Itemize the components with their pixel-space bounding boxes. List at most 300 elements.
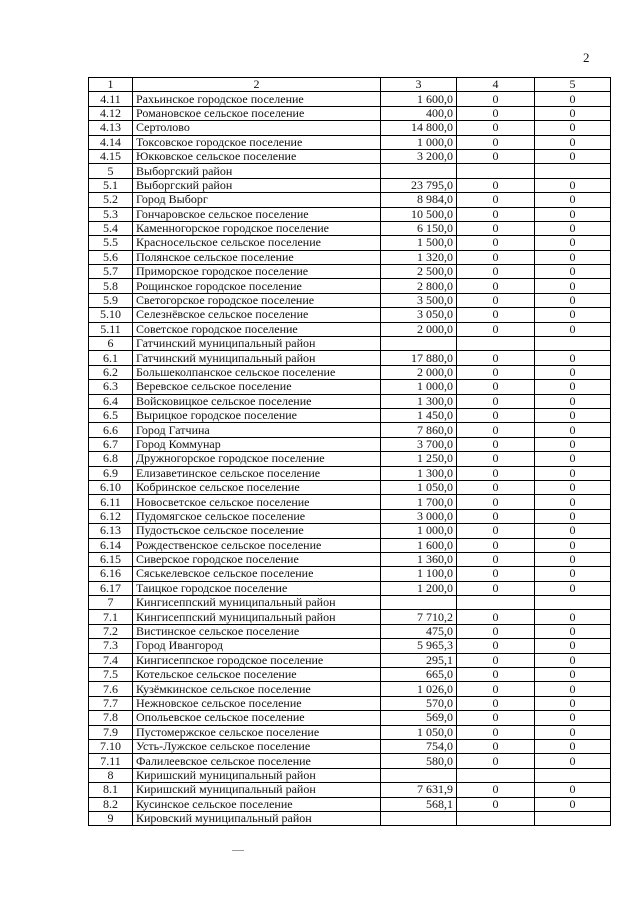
column-5-cell: 0 [535,581,611,595]
name-cell: Полянское сельское поселение [133,250,381,264]
row-number-cell: 5.9 [89,293,133,307]
amount-cell: 665,0 [381,668,457,682]
amount-cell: 1 600,0 [381,92,457,106]
column-5-cell: 0 [535,452,611,466]
row-number-cell: 7.8 [89,711,133,725]
column-5-cell: 0 [535,567,611,581]
amount-cell: 1 100,0 [381,567,457,581]
row-number-cell: 6.2 [89,365,133,379]
table-row [89,351,611,365]
column-4-cell: 0 [457,308,535,322]
table-row [89,322,611,336]
table-row [89,279,611,293]
column-5-cell: 0 [535,552,611,566]
column-5-cell: 0 [535,308,611,322]
name-cell: Каменногорское городское поселение [133,221,381,235]
column-4-cell: 0 [457,394,535,408]
name-cell: Светогорское городское поселение [133,293,381,307]
table-header-row [89,78,611,92]
column-5-cell: 0 [535,639,611,653]
name-cell: Рождественское сельское поселение [133,538,381,552]
amount-cell: 3 050,0 [381,308,457,322]
row-number-cell: 9 [89,811,133,825]
row-number-cell: 6.7 [89,437,133,451]
column-4-cell: 0 [457,408,535,422]
name-cell: Кусинское сельское поселение [133,797,381,811]
name-cell: Кингисеппский муниципальный район [133,596,381,610]
name-cell: Сяськелевское сельское поселение [133,567,381,581]
column-4-cell: 0 [457,149,535,163]
amount-cell: 3 700,0 [381,437,457,451]
row-number-cell: 6.6 [89,423,133,437]
column-5-cell: 0 [535,495,611,509]
amount-cell: 570,0 [381,696,457,710]
table-row [89,624,611,638]
column-4-cell: 0 [457,121,535,135]
amount-cell: 1 050,0 [381,480,457,494]
table-row [89,768,611,782]
name-cell: Кузёмкинское сельское поселение [133,682,381,696]
amount-cell: 3 500,0 [381,293,457,307]
row-number-cell: 6.1 [89,351,133,365]
column-5-cell: 0 [535,610,611,624]
name-cell: Нежновское сельское поселение [133,696,381,710]
table-row [89,711,611,725]
amount-cell: 2 800,0 [381,279,457,293]
table-row [89,164,611,178]
amount-cell: 14 800,0 [381,121,457,135]
table-row [89,581,611,595]
name-cell: Вистинское сельское поселение [133,624,381,638]
amount-cell: 1 250,0 [381,452,457,466]
amount-cell [381,596,457,610]
amount-cell: 7 860,0 [381,423,457,437]
row-number-cell: 5.1 [89,178,133,192]
row-number-cell: 4.13 [89,121,133,135]
amount-cell: 475,0 [381,624,457,638]
column-4-cell: 0 [457,365,535,379]
name-cell: Выборгский район [133,178,381,192]
amount-cell: 6 150,0 [381,221,457,235]
column-4-cell: 0 [457,221,535,235]
column-5-cell: 0 [535,711,611,725]
column-4-cell: 0 [457,538,535,552]
column-4-cell: 0 [457,696,535,710]
footer-mark [232,850,244,851]
name-cell: Город Гатчина [133,423,381,437]
row-number-cell: 5.3 [89,207,133,221]
amount-cell: 1 026,0 [381,682,457,696]
name-cell: Веревское сельское поселение [133,380,381,394]
column-4-cell: 0 [457,135,535,149]
table-row [89,538,611,552]
column-4-cell: 0 [457,293,535,307]
table-row [89,524,611,538]
name-cell: Красносельское сельское поселение [133,236,381,250]
row-number-cell: 5.7 [89,265,133,279]
amount-cell [381,164,457,178]
table-row [89,394,611,408]
name-cell: Усть-Лужское сельское поселение [133,739,381,753]
table-row [89,495,611,509]
amount-cell: 568,1 [381,797,457,811]
amount-cell: 7 710,2 [381,610,457,624]
row-number-cell: 5.5 [89,236,133,250]
table-row [89,567,611,581]
name-cell: Кингисеппское городское поселение [133,653,381,667]
header-cell-2: 2 [133,78,381,92]
amount-cell: 295,1 [381,653,457,667]
row-number-cell: 6.4 [89,394,133,408]
table-row [89,437,611,451]
row-number-cell: 4.14 [89,135,133,149]
table-row [89,236,611,250]
name-cell: Город Ивангород [133,639,381,653]
table-row [89,293,611,307]
table-row [89,149,611,163]
column-5-cell: 0 [535,797,611,811]
amount-cell: 1 500,0 [381,236,457,250]
column-4-cell: 0 [457,466,535,480]
column-4-cell: 0 [457,495,535,509]
amount-cell: 1 320,0 [381,250,457,264]
column-4-cell: 0 [457,265,535,279]
name-cell: Рощинское городское поселение [133,279,381,293]
column-5-cell: 0 [535,509,611,523]
row-number-cell: 4.15 [89,149,133,163]
budget-allocation-table [88,77,611,826]
row-number-cell: 7.3 [89,639,133,653]
amount-cell: 2 000,0 [381,322,457,336]
name-cell: Токсовское городское поселение [133,135,381,149]
table-row [89,610,611,624]
amount-cell: 1 050,0 [381,725,457,739]
row-number-cell: 6.10 [89,480,133,494]
name-cell: Вырицкое городское поселение [133,408,381,422]
row-number-cell: 7.6 [89,682,133,696]
amount-cell: 3 200,0 [381,149,457,163]
column-4-cell: 0 [457,711,535,725]
name-cell: Гатчинский муниципальный район [133,351,381,365]
row-number-cell: 6.13 [89,524,133,538]
name-cell: Сертолово [133,121,381,135]
amount-cell: 1 000,0 [381,380,457,394]
amount-cell [381,811,457,825]
amount-cell: 17 880,0 [381,351,457,365]
row-number-cell: 7.5 [89,668,133,682]
column-5-cell: 0 [535,480,611,494]
column-5-cell: 0 [535,466,611,480]
column-5-cell: 0 [535,365,611,379]
row-number-cell: 8.1 [89,783,133,797]
amount-cell: 1 300,0 [381,394,457,408]
column-5-cell: 0 [535,279,611,293]
name-cell: Киришский муниципальный район [133,768,381,782]
column-5-cell: 0 [535,725,611,739]
name-cell: Елизаветинское сельское поселение [133,466,381,480]
column-4-cell: 0 [457,552,535,566]
column-4-cell [457,596,535,610]
column-5-cell: 0 [535,351,611,365]
table-row [89,121,611,135]
column-5-cell: 0 [535,394,611,408]
column-4-cell: 0 [457,322,535,336]
table-row [89,365,611,379]
row-number-cell: 4.11 [89,92,133,106]
column-5-cell: 0 [535,92,611,106]
table-row [89,265,611,279]
name-cell: Селезнёвское сельское поселение [133,308,381,322]
column-4-cell: 0 [457,207,535,221]
column-5-cell: 0 [535,135,611,149]
amount-cell [381,768,457,782]
name-cell: Фалилеевское сельское поселение [133,754,381,768]
amount-cell: 569,0 [381,711,457,725]
amount-cell: 1 000,0 [381,524,457,538]
name-cell: Советское городское поселение [133,322,381,336]
column-4-cell [457,811,535,825]
table-row [89,639,611,653]
name-cell: Выборгский район [133,164,381,178]
table-row [89,509,611,523]
amount-cell [381,337,457,351]
amount-cell: 1 360,0 [381,552,457,566]
name-cell: Пудостьское сельское поселение [133,524,381,538]
name-cell: Приморское городское поселение [133,265,381,279]
row-number-cell: 7.11 [89,754,133,768]
column-5-cell: 0 [535,668,611,682]
table-row [89,308,611,322]
amount-cell: 754,0 [381,739,457,753]
header-cell-4: 4 [457,78,535,92]
column-4-cell [457,164,535,178]
table-row [89,135,611,149]
column-5-cell: 0 [535,250,611,264]
table-row [89,337,611,351]
column-5-cell: 0 [535,783,611,797]
table-row [89,811,611,825]
amount-cell: 1 600,0 [381,538,457,552]
amount-cell: 580,0 [381,754,457,768]
column-4-cell: 0 [457,236,535,250]
column-5-cell [535,768,611,782]
table-row [89,739,611,753]
page-number: 2 [583,50,590,65]
amount-cell: 10 500,0 [381,207,457,221]
row-number-cell: 8 [89,768,133,782]
name-cell: Кобринское сельское поселение [133,480,381,494]
table-row [89,696,611,710]
column-4-cell: 0 [457,509,535,523]
column-4-cell: 0 [457,250,535,264]
name-cell: Котельское сельское поселение [133,668,381,682]
amount-cell: 23 795,0 [381,178,457,192]
name-cell: Романовское сельское поселение [133,106,381,120]
row-number-cell: 6.16 [89,567,133,581]
row-number-cell: 7 [89,596,133,610]
column-5-cell: 0 [535,193,611,207]
row-number-cell: 6.14 [89,538,133,552]
row-number-cell: 5.8 [89,279,133,293]
column-4-cell: 0 [457,480,535,494]
name-cell: Дружногорское городское поселение [133,452,381,466]
column-4-cell: 0 [457,739,535,753]
column-5-cell [535,164,611,178]
row-number-cell: 5.6 [89,250,133,264]
table-row [89,682,611,696]
row-number-cell: 7.10 [89,739,133,753]
amount-cell: 1 450,0 [381,408,457,422]
row-number-cell: 7.2 [89,624,133,638]
column-4-cell: 0 [457,624,535,638]
column-4-cell: 0 [457,668,535,682]
amount-cell: 2 000,0 [381,365,457,379]
column-5-cell: 0 [535,178,611,192]
column-4-cell: 0 [457,682,535,696]
column-4-cell: 0 [457,437,535,451]
table-row [89,466,611,480]
name-cell: Войсковицкое сельское поселение [133,394,381,408]
column-4-cell: 0 [457,610,535,624]
table-row [89,106,611,120]
column-4-cell: 0 [457,178,535,192]
column-5-cell: 0 [535,524,611,538]
column-5-cell: 0 [535,624,611,638]
table-row [89,480,611,494]
table-row [89,250,611,264]
amount-cell: 8 984,0 [381,193,457,207]
table-row [89,797,611,811]
column-4-cell: 0 [457,581,535,595]
name-cell: Гатчинский муниципальный район [133,337,381,351]
name-cell: Рахьинское городское поселение [133,92,381,106]
amount-cell: 1 700,0 [381,495,457,509]
row-number-cell: 7.4 [89,653,133,667]
row-number-cell: 7.7 [89,696,133,710]
table-row [89,754,611,768]
column-5-cell [535,596,611,610]
column-4-cell: 0 [457,351,535,365]
table-row [89,380,611,394]
column-5-cell: 0 [535,380,611,394]
table-row [89,653,611,667]
name-cell: Киришский муниципальный район [133,783,381,797]
name-cell: Новосветское сельское поселение [133,495,381,509]
table-row [89,92,611,106]
column-5-cell: 0 [535,322,611,336]
column-5-cell: 0 [535,754,611,768]
name-cell: Опольевское сельское поселение [133,711,381,725]
column-4-cell: 0 [457,380,535,394]
row-number-cell: 5 [89,164,133,178]
column-5-cell: 0 [535,293,611,307]
column-4-cell: 0 [457,423,535,437]
row-number-cell: 6.11 [89,495,133,509]
row-number-cell: 6.9 [89,466,133,480]
table-row [89,783,611,797]
table-body [89,78,611,826]
column-4-cell: 0 [457,783,535,797]
column-5-cell: 0 [535,423,611,437]
column-4-cell: 0 [457,725,535,739]
column-5-cell: 0 [535,538,611,552]
name-cell: Пустомержское сельское поселение [133,725,381,739]
column-5-cell: 0 [535,265,611,279]
column-5-cell: 0 [535,221,611,235]
column-4-cell: 0 [457,639,535,653]
column-4-cell: 0 [457,524,535,538]
name-cell: Кингисеппский муниципальный район [133,610,381,624]
row-number-cell: 5.4 [89,221,133,235]
row-number-cell: 6.8 [89,452,133,466]
table-row [89,452,611,466]
column-5-cell: 0 [535,106,611,120]
name-cell: Кировский муниципальный район [133,811,381,825]
table-row [89,221,611,235]
column-5-cell: 0 [535,236,611,250]
table-row [89,408,611,422]
row-number-cell: 6.5 [89,408,133,422]
column-5-cell: 0 [535,653,611,667]
column-4-cell: 0 [457,452,535,466]
table-row [89,725,611,739]
name-cell: Город Коммунар [133,437,381,451]
column-5-cell: 0 [535,739,611,753]
name-cell: Большеколпанское сельское поселение [133,365,381,379]
column-5-cell [535,811,611,825]
column-4-cell: 0 [457,106,535,120]
table-row [89,596,611,610]
row-number-cell: 6.17 [89,581,133,595]
column-4-cell: 0 [457,92,535,106]
amount-cell: 1 300,0 [381,466,457,480]
row-number-cell: 7.1 [89,610,133,624]
column-5-cell: 0 [535,696,611,710]
amount-cell: 5 965,3 [381,639,457,653]
row-number-cell: 6.15 [89,552,133,566]
name-cell: Гончаровское сельское поселение [133,207,381,221]
column-5-cell: 0 [535,149,611,163]
table-row [89,207,611,221]
row-number-cell: 5.2 [89,193,133,207]
column-4-cell: 0 [457,653,535,667]
column-4-cell: 0 [457,193,535,207]
name-cell: Юкковское сельское поселение [133,149,381,163]
column-4-cell: 0 [457,279,535,293]
table-row [89,668,611,682]
row-number-cell: 6 [89,337,133,351]
column-4-cell: 0 [457,797,535,811]
name-cell: Пудомягское сельское поселение [133,509,381,523]
row-number-cell: 4.12 [89,106,133,120]
column-5-cell: 0 [535,207,611,221]
name-cell: Сиверское городское поселение [133,552,381,566]
row-number-cell: 5.11 [89,322,133,336]
row-number-cell: 6.12 [89,509,133,523]
amount-cell: 7 631,9 [381,783,457,797]
amount-cell: 2 500,0 [381,265,457,279]
column-4-cell [457,337,535,351]
table-row [89,178,611,192]
column-5-cell: 0 [535,682,611,696]
header-cell-1: 1 [89,78,133,92]
row-number-cell: 6.3 [89,380,133,394]
amount-cell: 1 000,0 [381,135,457,149]
table-row [89,193,611,207]
amount-cell: 400,0 [381,106,457,120]
column-4-cell: 0 [457,567,535,581]
column-5-cell: 0 [535,121,611,135]
